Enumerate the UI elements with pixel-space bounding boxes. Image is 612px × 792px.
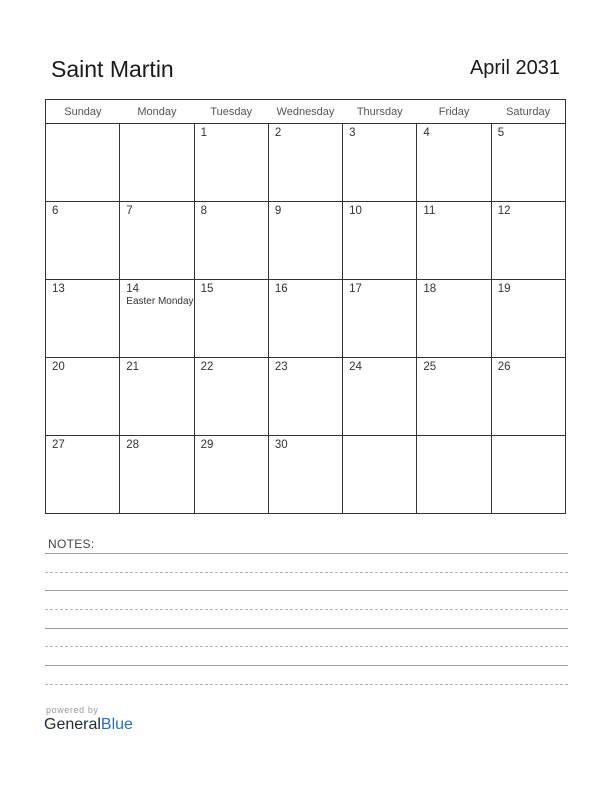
weekday-header-row — [46, 100, 566, 124]
day-cell — [46, 436, 120, 514]
month-year-label: April 2031 — [469, 57, 560, 79]
day-cell — [343, 202, 417, 280]
day-number: 23 — [274, 361, 288, 373]
day-cell — [268, 124, 342, 202]
brand-general-text: General — [44, 716, 101, 733]
week-row — [46, 436, 566, 514]
day-cell — [120, 436, 194, 514]
day-number: 15 — [200, 283, 214, 295]
day-cell — [417, 436, 491, 514]
day-cell — [491, 124, 565, 202]
page-title: Saint Martin — [51, 56, 174, 82]
day-cell — [417, 280, 491, 358]
notes-line — [45, 665, 568, 666]
day-cell — [268, 202, 342, 280]
week-row — [46, 358, 566, 436]
day-cell — [268, 280, 342, 358]
day-number: 25 — [423, 361, 437, 373]
day-cell — [268, 436, 342, 514]
brand-blue-text: Blue — [100, 716, 133, 733]
day-number: 30 — [274, 439, 288, 451]
day-cell — [120, 124, 194, 202]
day-number: 21 — [126, 361, 140, 373]
day-number: 17 — [349, 283, 362, 295]
day-cell — [343, 358, 417, 436]
day-number: 27 — [52, 439, 65, 451]
day-cell — [491, 280, 565, 358]
day-cell — [194, 358, 268, 436]
notes-line — [45, 572, 568, 573]
notes-line — [45, 628, 568, 629]
day-cell — [120, 358, 194, 436]
day-number: 7 — [126, 205, 133, 217]
day-number: 10 — [349, 205, 362, 217]
day-number: 19 — [497, 283, 511, 295]
day-cell — [268, 358, 342, 436]
week-row — [46, 202, 566, 280]
week-row — [46, 124, 566, 202]
day-number: 4 — [423, 127, 430, 139]
day-number: 3 — [349, 127, 356, 139]
day-cell — [417, 202, 491, 280]
day-number: 14 — [126, 283, 140, 295]
generalblue-logo — [44, 716, 133, 734]
powered-by-label: powered by — [46, 705, 99, 715]
day-cell — [343, 280, 417, 358]
day-cell — [194, 202, 268, 280]
weekday-header: Thursday — [343, 100, 417, 124]
weekday-header: Monday — [120, 100, 194, 124]
week-row — [46, 280, 566, 358]
holiday-label: Easter Monday — [126, 296, 194, 307]
notes-line — [45, 590, 568, 591]
day-number: 13 — [52, 283, 65, 295]
weekday-header: Sunday — [46, 100, 120, 124]
day-number — [417, 436, 490, 439]
day-number: 1 — [200, 127, 207, 139]
day-number: 24 — [349, 361, 362, 373]
day-number: 29 — [200, 439, 214, 451]
weekday-header: Tuesday — [194, 100, 268, 124]
weekday-header: Saturday — [491, 100, 565, 124]
calendar-grid — [45, 99, 566, 514]
day-number: 9 — [274, 205, 282, 217]
notes-label: NOTES: — [48, 537, 95, 551]
day-cell — [491, 436, 565, 514]
day-number — [120, 124, 193, 127]
day-number — [46, 124, 119, 127]
day-number: 8 — [200, 205, 207, 217]
day-cell — [46, 124, 120, 202]
day-number — [492, 436, 565, 439]
day-cell — [120, 280, 194, 358]
notes-line — [45, 684, 568, 685]
day-cell — [417, 358, 491, 436]
day-number — [343, 436, 416, 439]
day-number: 16 — [274, 283, 288, 295]
day-number: 20 — [52, 361, 65, 373]
day-cell — [343, 124, 417, 202]
day-cell — [46, 358, 120, 436]
weekday-header: Wednesday — [268, 100, 342, 124]
notes-line — [45, 609, 568, 610]
day-number: 18 — [423, 283, 437, 295]
day-cell — [194, 436, 268, 514]
notes-line — [45, 553, 568, 554]
day-number: 11 — [423, 205, 436, 217]
day-cell — [491, 202, 565, 280]
day-number: 12 — [497, 205, 511, 217]
day-cell — [194, 124, 268, 202]
day-cell — [46, 280, 120, 358]
day-cell — [491, 358, 565, 436]
day-number: 6 — [52, 205, 59, 217]
day-number: 22 — [200, 361, 214, 373]
day-number: 2 — [274, 127, 282, 139]
day-number: 5 — [497, 127, 505, 139]
day-number: 28 — [126, 439, 140, 451]
notes-line — [45, 646, 568, 647]
day-cell — [46, 202, 120, 280]
day-cell — [343, 436, 417, 514]
day-cell — [417, 124, 491, 202]
day-cell — [194, 280, 268, 358]
day-cell — [120, 202, 194, 280]
weekday-header: Friday — [417, 100, 491, 124]
day-number: 26 — [497, 361, 511, 373]
